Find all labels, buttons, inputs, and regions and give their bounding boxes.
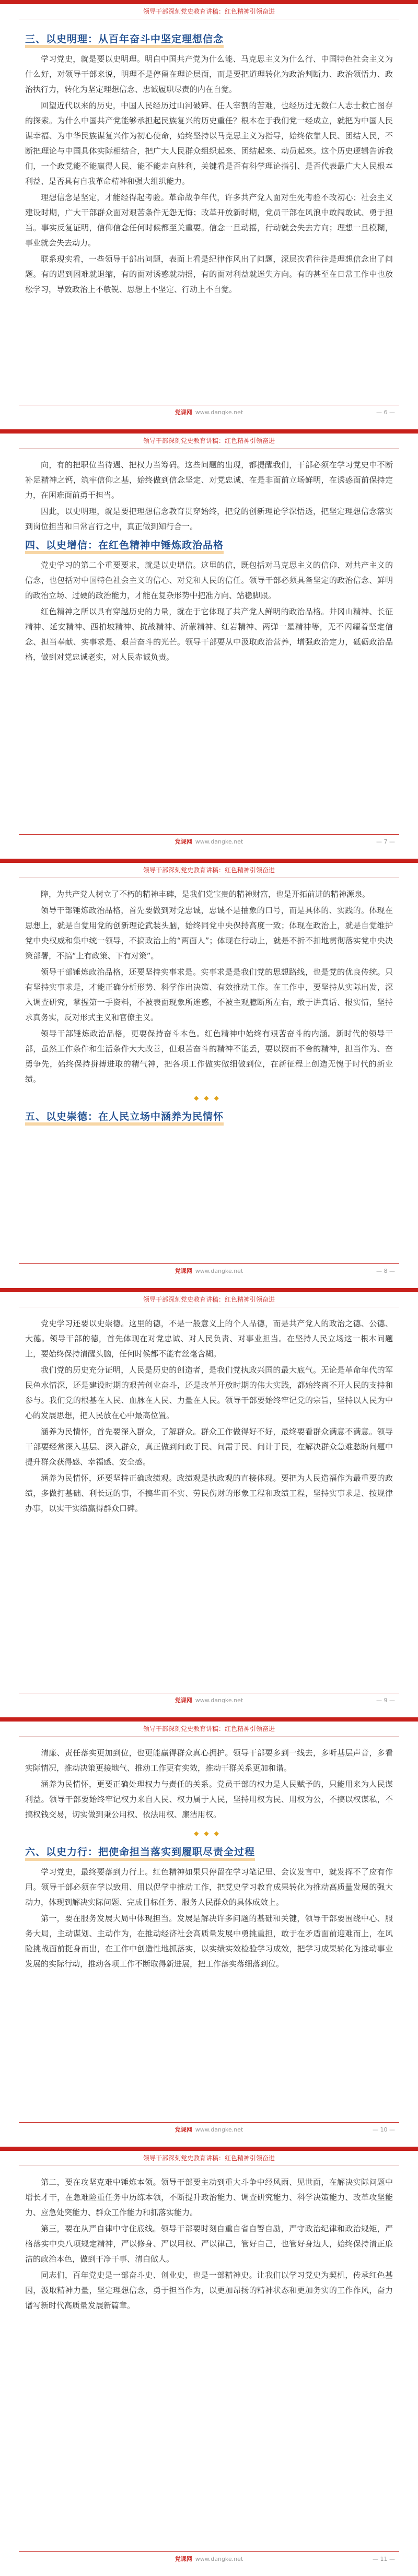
section-heading-text: 五、以史崇德：在人民立场中涵养为民情怀 bbox=[25, 1111, 224, 1126]
page-body bbox=[25, 887, 393, 1251]
paragraph: 第三，要在从严自律中守住底线。领导干部要时刻自重自省自警自励，严守政治纪律和政治规矩，严格落实中央八项规定精神，严以修身、严以用权、严以律己，管好自己，也管好身边人，始终保持清正廉洁的政治本色，做到干净干事、清白做人。 bbox=[25, 2224, 393, 2264]
page-header: 领导干部深刻党史教育讲稿：红色精神引领奋进 bbox=[19, 4, 399, 19]
document-page bbox=[0, 859, 418, 1288]
page-body bbox=[25, 1746, 393, 2110]
footer-site bbox=[175, 2123, 243, 2137]
section-heading bbox=[25, 31, 393, 45]
paragraph: 学习党史，最终要落到力行上。红色精神如果只停留在学习笔记里、会议发言中，就发挥不了应有作用。领导干部必须在学以致用、用以促学中推动工作，把党史学习教育成果转化为推动高质量发展的强大动力，体现到解决实际问题、完成目标任务、服务人民群众的具体成效上。 bbox=[25, 1867, 393, 1907]
paragraph: 理想信念是坚定，才能经得起考验。革命战争年代，许多共产党人面对生死考验不改初心；社会主义建设时期，广大干部群众面对艰苦条件无怨无悔；改革开放新时期，党员干部在风浪中敢闯敢试、勇于担当。事实反复证明，信仰信念任何时候都至关重要。信念一旦动摇，行动就会失去方向；理想一旦模糊，事业就会失去动力。 bbox=[25, 193, 393, 248]
page-number: — 11 — bbox=[373, 2556, 395, 2562]
section-heading bbox=[25, 537, 393, 552]
footer-site-name: 党课网 bbox=[175, 409, 192, 416]
section-heading bbox=[25, 1109, 393, 1123]
paragraph: 领导干部锤炼政治品格，还要坚持实事求是。实事求是是我们党的思想路线，也是党的优良传统。只有坚持实事求是，才能正确分析形势、科学作出决策、有效推动工作。在工作中，要坚持从实际出发，深入调查研究，掌握第一手资料，不被表面现象所迷惑，不被主观臆断所左右，敢于讲真话、报实情，坚持求真务实，反对形式主义和官僚主义。 bbox=[25, 967, 393, 1022]
page-number: — 7 — bbox=[376, 838, 395, 845]
page-footer bbox=[19, 834, 399, 849]
page-header: 领导干部深刻党史教育讲稿：红色精神引领奋进 bbox=[19, 1722, 399, 1737]
footer-site bbox=[175, 1264, 243, 1279]
page-number: — 6 — bbox=[376, 409, 395, 416]
paragraph: 党史学习的第二个重要要求，就是以史增信。这里的信，既包括对马克思主义的信仰、对共产主义的信念，也包括对中国特色社会主义的信心、对党和人民的信任。领导干部必须具备坚定的政治信念、鲜明的政治立场、过硬的政治能力，才能在复杂形势中把准方向、站稳脚跟。 bbox=[25, 560, 393, 600]
footer-site-url: www.dangke.net bbox=[195, 409, 243, 416]
page-body bbox=[25, 28, 393, 393]
paragraph: 红色精神之所以具有穿越历史的力量，就在于它体现了共产党人鲜明的政治品格。井冈山精神、长征精神、延安精神、西柏坡精神、抗战精神、沂蒙精神、红岩精神、两弹一星精神等，无不闪耀着坚定信念、担当奉献、实事求是、艰苦奋斗的光芒。领导干部要从中汲取政治营养，增强政治定力，砥砺政治品格，做到对党忠诚老实，对人民赤诚负责。 bbox=[25, 607, 393, 662]
footer-site-name: 党课网 bbox=[175, 2556, 192, 2562]
diamond-divider: ◆◆◆ bbox=[194, 1094, 224, 1102]
page-footer bbox=[19, 2122, 399, 2137]
document-page bbox=[0, 1717, 418, 2147]
footer-site-name: 党课网 bbox=[175, 838, 192, 845]
paragraph: 领导干部锤炼政治品格，首先要做到对党忠诚，忠诚不是抽象的口号，而是具体的、实践的。体现在思想上，就是自觉用党的创新理论武装头脑，始终同党中央保持高度一致；体现在政治上，就是自觉维护党中央权威和集中统一领导，不搞政治上的“两面人”；体现在行动上，就是不折不扣地贯彻落实党中央决策部署，不搞“上有政策、下有对策”。 bbox=[25, 906, 393, 961]
diamond-divider: ◆◆◆ bbox=[194, 1830, 224, 1837]
paragraph: 领导干部锤炼政治品格，更要保持奋斗本色。红色精神中始终有艰苦奋斗的内涵。新时代的领导干部，虽然工作条件和生活条件大大改善，但艰苦奋斗的精神不能丢，要以锲而不舍的精神，担当作为、奋勇争先，始终保持拼搏进取的精气神，把各项工作做实做细做到位，在新征程上创造无愧于时代的新业绩。 bbox=[25, 1029, 393, 1084]
paragraph: 第二，要在攻坚克难中锤炼本领。领导干部要主动到重大斗争中经风雨、见世面，在解决实际问题中增长才干，在急难险重任务中历练本领，不断提升政治能力、调查研究能力、科学决策能力、改革攻坚能力、应急处突能力、群众工作能力和抓落实能力。 bbox=[25, 2177, 393, 2217]
section-heading-text: 四、以史增信：在红色精神中锤炼政治品格 bbox=[25, 540, 224, 554]
page-body bbox=[25, 2175, 393, 2539]
paragraph: 学习党史，就是要以史明理。明白中国共产党为什么能、马克思主义为什么行、中国特色社会主义为什么好，对领导干部来说，明理不是停留在理论层面，而是要把道理转化为政治判断力、政治领悟力、政治执行力，转化为坚定理想信念、忠诚履职尽责的内在自觉。 bbox=[25, 54, 393, 94]
page-footer bbox=[19, 1263, 399, 1279]
document-page bbox=[0, 1288, 418, 1717]
page-footer bbox=[19, 2551, 399, 2567]
footer-site-name: 党课网 bbox=[175, 1268, 192, 1274]
paragraph: 回望近代以来的历史，中国人民经历过山河破碎、任人宰割的苦难，也经历过无数仁人志士救亡图存的探索。为什么中国共产党能够承担起民族复兴的历史重任？根本在于我们党一经成立，就把为中国人民谋幸福、为中华民族谋复兴作为初心使命，始终坚持以马克思主义为指导，始终依靠人民、团结人民，不断把理论与中国具体实际相结合，把广大人民群众组织起来、团结起来、动员起来。这个历史逻辑告诉我们，一个政党能不能赢得人民、能不能走向胜利，关键看是否有科学理论指引、是否代表最广大人民根本利益、是否具有自我革命精神和强大组织能力。 bbox=[25, 101, 393, 186]
document-page bbox=[0, 0, 418, 429]
section-heading bbox=[25, 1844, 393, 1858]
document-page bbox=[0, 2147, 418, 2576]
footer-site-url: www.dangke.net bbox=[195, 838, 243, 845]
paragraph: 清廉、责任落实更加到位，也更能赢得群众真心拥护。领导干部要多到一线去，多听基层声音，多看实际情况，推动决策更接地气、推动工作更有实效，推动干群关系更加和谐。 bbox=[25, 1748, 393, 1773]
paragraph: 联系现实看，一些领导干部出问题，表面上看是纪律作风出了问题，深层次看往往是理想信念出了问题。有的遇到困难就退缩，有的面对诱惑就动摇，有的面对利益就迷失方向。有的甚至在日常工作中也放松学习，导致政治上不敏锐、思想上不坚定、行动上不自觉。 bbox=[25, 254, 393, 294]
footer-site-url: www.dangke.net bbox=[195, 2556, 243, 2562]
page-number: — 8 — bbox=[376, 1268, 395, 1274]
paragraph: 同志们，百年党史是一部奋斗史、创业史，也是一部精神史。让我们以学习党史为契机，传承红色基因，汲取精神力量，坚定理想信念，勇于担当作为，以更加昂扬的精神状态和更加务实的工作作风，奋力谱写新时代高质量发展新篇章。 bbox=[25, 2270, 393, 2310]
footer-site bbox=[175, 835, 243, 849]
page-footer bbox=[19, 405, 399, 420]
footer-site-url: www.dangke.net bbox=[195, 1268, 243, 1274]
footer-site-url: www.dangke.net bbox=[195, 1697, 243, 1704]
page-number: — 10 — bbox=[373, 2126, 395, 2133]
paragraph: 第一，要在服务发展大局中体现担当。发展是解决许多问题的基础和关键，领导干部要围绕中心、服务大局，主动谋划、主动作为，在推动经济社会高质量发展中勇挑重担，敢于在矛盾面前迎难而上，在风险挑战面前挺身而出，在工作中创造性地抓落实，以实绩实效检验学习成效，把学习成果转化为推动事业发展的实际行动，推动各项工作不断取得新进展，把工作落实落细落到位。 bbox=[25, 1914, 393, 1969]
footer-site-name: 党课网 bbox=[175, 2126, 192, 2133]
page-body bbox=[25, 458, 393, 822]
footer-site bbox=[175, 2552, 243, 2567]
page-header: 领导干部深刻党史教育讲稿：红色精神引领奋进 bbox=[19, 2151, 399, 2166]
paragraph: 涵养为民情怀，更要正确处理权力与责任的关系。党员干部的权力是人民赋予的，只能用来为人民谋利益。领导干部要始终牢记权力来自人民、权力属于人民，坚持用权为民、用权为公，不搞以权谋私，不搞权钱交易，切实做到秉公用权、依法用权、廉洁用权。 bbox=[25, 1779, 393, 1819]
page-footer bbox=[19, 1693, 399, 1708]
section-heading-text: 三、以史明理：从百年奋斗中坚定理想信念 bbox=[25, 33, 224, 48]
page-body bbox=[25, 1316, 393, 1681]
paragraph: 涵养为民情怀，首先要深入群众，了解群众。群众工作做得好不好，最终要看群众满意不满意。领导干部要经常深入基层、深入群众，真正做到问政于民、问需于民、问计于民，在解决群众急难愁盼问题中提升群众获得感、幸福感、安全感。 bbox=[25, 1427, 393, 1467]
paragraph: 障，为共产党人树立了不朽的精神丰碑，是我们党宝贵的精神财富，也是开拓前进的精神源泉。 bbox=[41, 889, 370, 899]
footer-site-name: 党课网 bbox=[175, 1697, 192, 1704]
paragraph: 党史学习还要以史崇德。这里的德，不是一般意义上的个人品德，而是共产党人的政治之德、公德、大德。领导干部的德，首先体现在对党忠诚、对人民负责、对事业担当。在坚持人民立场这一根本问题上，要始终保持清醒头脑，任何时候都不能有丝毫含糊。 bbox=[25, 1319, 393, 1359]
footer-site bbox=[175, 405, 243, 420]
footer-site bbox=[175, 1693, 243, 1708]
page-header: 领导干部深刻党史教育讲稿：红色精神引领奋进 bbox=[19, 434, 399, 449]
paragraph: 因此，以史明理，就是要把理想信念教育贯穿始终，把党的创新理论学深悟透，把坚定理想信念落实到岗位担当和日常言行之中，真正做到知行合一。 bbox=[25, 507, 393, 531]
document-page bbox=[0, 429, 418, 859]
paragraph: 向，有的把职位当待遇、把权力当筹码。这些问题的出现，都提醒我们，干部必须在学习党史中不断补足精神之钙，筑牢信仰之基，始终做到信念坚定、对党忠诚、在是非面前立场鲜明，在诱惑面前保持定力，在困难面前勇于担当。 bbox=[25, 460, 393, 500]
section-heading-text: 六、以史力行：把使命担当落实到履职尽责全过程 bbox=[25, 1846, 255, 1861]
paragraph: 涵养为民情怀，还要坚持正确政绩观。政绩观是执政观的直接体现。要把为人民造福作为最重要的政绩，多做打基础、利长远的事，不搞华而不实、劳民伤财的形象工程和政绩工程，坚持实事求是、按规律办事，以实干实绩赢得群众口碑。 bbox=[25, 1473, 393, 1513]
page-header: 领导干部深刻党史教育讲稿：红色精神引领奋进 bbox=[19, 863, 399, 878]
page-header: 领导干部深刻党史教育讲稿：红色精神引领奋进 bbox=[19, 1292, 399, 1307]
paragraph: 我们党的历史充分证明，人民是历史的创造者，是我们党执政兴国的最大底气。无论是革命年代的军民鱼水情深，还是建设时期的艰苦创业奋斗，还是改革开放时期的伟大实践，都始终离不开人民的支持和参与。我们党的根基在人民、血脉在人民、力量在人民。领导干部要始终牢记党的宗旨，坚持以人民为中心的发展思想，把人民放在心中最高位置。 bbox=[25, 1365, 393, 1420]
footer-site-url: www.dangke.net bbox=[195, 2126, 243, 2133]
page-number: — 9 — bbox=[376, 1697, 395, 1704]
